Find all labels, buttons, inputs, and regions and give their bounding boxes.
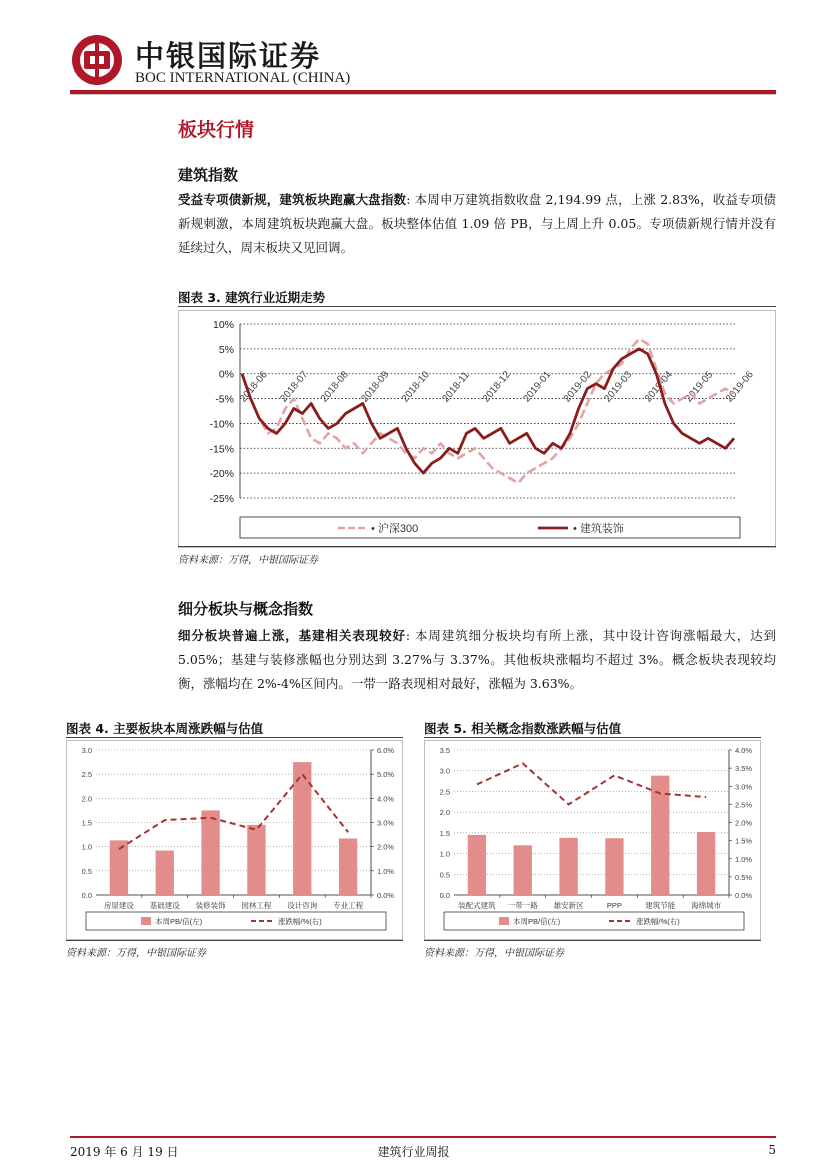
x-tick-label: 建筑节能 — [645, 901, 676, 910]
footer-date: 2019 年 6 月 19 日 — [70, 1145, 179, 1159]
bar — [605, 838, 623, 895]
x-tick-label: 2018-10 — [399, 369, 432, 405]
x-tick-label: 2019-02 — [561, 369, 594, 405]
y-right-tick-label: 1.0% — [377, 866, 395, 876]
y-right-tick-label: 2.0% — [735, 818, 753, 828]
x-tick-label: 2018-11 — [440, 369, 472, 405]
y-left-tick-label: 1.5 — [439, 828, 450, 838]
figure3-title: 图表 3. 建筑行业近期走势 — [178, 290, 326, 305]
legend-box — [86, 912, 386, 930]
bar — [156, 851, 174, 895]
footer-rule — [70, 1136, 776, 1138]
y-right-tick-label: 3.5% — [735, 764, 753, 774]
brand-name-cn: 中银国际证券 — [135, 39, 322, 73]
x-tick-label: 2019-01 — [521, 369, 554, 405]
y-tick-label: -15% — [209, 443, 234, 456]
y-right-tick-label: 2.0% — [377, 842, 395, 852]
x-tick-label: 一带一路 — [507, 901, 538, 910]
y-right-tick-label: 3.0% — [377, 818, 395, 828]
x-tick-label: 2018-07 — [278, 369, 311, 405]
figure4-chart — [66, 740, 403, 940]
subsection-title-segments: 细分板块与概念指数 — [178, 600, 314, 618]
x-tick-label: PPP — [606, 901, 622, 910]
paragraph-lead-2: 细分板块普遍上涨，基建相关表现较好 — [178, 628, 406, 643]
figure5-source: 资料来源：万得，中银国际证券 — [424, 948, 564, 959]
subsection-title-index: 建筑指数 — [178, 166, 239, 184]
header-rule-gray — [70, 94, 776, 95]
y-left-tick-label: 1.0 — [439, 849, 450, 859]
x-tick-label: 装修装饰 — [195, 901, 226, 910]
y-left-tick-label: 0.0 — [81, 891, 92, 900]
series-line-construction — [242, 349, 734, 473]
y-right-tick-label: 3.0% — [735, 782, 753, 792]
x-tick-label: 2019-04 — [642, 369, 675, 405]
y-right-tick-label: 5.0% — [377, 770, 395, 780]
legend-box — [240, 517, 740, 538]
x-tick-label: 设计咨询 — [287, 901, 318, 910]
change-line — [477, 763, 706, 804]
x-tick-label: 2018-09 — [359, 369, 392, 405]
x-tick-label: 2018-06 — [237, 369, 270, 405]
y-left-tick-label: 1.0 — [81, 842, 92, 852]
paragraph-index — [178, 188, 776, 260]
figure3-source: 资料来源：万得，中银国际证券 — [178, 555, 318, 566]
x-tick-label: 2019-03 — [602, 369, 635, 405]
footer-report-name: 建筑行业周报 — [377, 1145, 450, 1159]
bar — [339, 838, 357, 895]
bar — [514, 845, 532, 895]
x-tick-label: 2018-12 — [480, 369, 513, 405]
y-left-tick-label: 3.5 — [439, 746, 450, 755]
paragraph-lead: 受益专项债新规，建筑板块跑赢大盘指数 — [178, 192, 407, 207]
y-tick-label: -5% — [215, 393, 234, 406]
legend-box — [444, 912, 744, 930]
figure5-rule — [424, 737, 761, 738]
paragraph-segments — [178, 624, 776, 696]
legend-label-construction: • 建筑装饰 — [573, 523, 624, 535]
y-right-tick-label: 0.0% — [735, 891, 753, 900]
x-tick-label: 房屋建设 — [103, 901, 134, 910]
figure4-source: 资料来源：万得，中银国际证券 — [66, 948, 206, 959]
figure4-title: 图表 4. 主要板块本周涨跌幅与估值 — [66, 721, 264, 736]
bar — [247, 825, 265, 895]
legend-label-hs300: • 沪深300 — [371, 523, 419, 535]
legend-label-change: 涨跌幅/%(右) — [278, 917, 322, 926]
y-tick-label: -20% — [209, 468, 234, 481]
y-left-tick-label: 2.0 — [81, 794, 92, 804]
y-left-tick-label: 0.5 — [439, 870, 450, 880]
bar — [201, 810, 219, 895]
legend-label-pb: 本周PB/倍(左) — [155, 917, 203, 926]
y-tick-label: 0% — [218, 368, 234, 381]
paragraph-body-2: : 本周建筑细分板块均有所上涨，其中设计咨询涨幅最大，达到 5.05%；基建与装修涨幅也分别达到 3.27%与 3.37%。其他板块涨幅均不超过 3%。概念板块表现较均衡，涨幅均在 2%-4%区间内。一带一路表现相对最好，涨幅为 3.63%。 — [178, 628, 776, 691]
x-tick-label: 2019-05 — [683, 369, 716, 405]
x-tick-label: 雄安新区 — [553, 901, 584, 910]
y-tick-label: -10% — [209, 418, 234, 431]
y-right-tick-label: 4.0% — [735, 746, 753, 755]
section-title: 板块行情 — [178, 119, 255, 141]
bar — [468, 835, 486, 895]
y-left-tick-label: 3.0 — [81, 746, 92, 755]
paragraph-body: : 本周申万建筑指数收盘 2,194.99 点，上涨 2.83%，收益专项债新规刺激，本周建筑板块跑赢大盘。板块整体估值 1.09 倍 PB，与上周上升 0.05。专项债新规行情并没有延续过久，周末板块又见回调。 — [178, 192, 776, 255]
y-right-tick-label: 1.0% — [735, 854, 753, 864]
y-left-tick-label: 2.0 — [439, 808, 450, 818]
footer-page-number: 5 — [768, 1143, 776, 1157]
y-right-tick-label: 0.0% — [377, 891, 395, 900]
figure5-title: 图表 5. 相关概念指数涨跌幅与估值 — [424, 721, 622, 736]
x-tick-label: 园林工程 — [241, 901, 272, 910]
y-left-tick-label: 0.5 — [81, 866, 92, 876]
y-tick-label: 10% — [212, 319, 234, 331]
y-right-tick-label: 1.5% — [735, 836, 753, 846]
x-tick-label: 2018-08 — [318, 369, 351, 405]
y-tick-label: 5% — [218, 343, 234, 356]
bar — [697, 832, 715, 895]
figure5-bottom-rule — [424, 940, 761, 941]
y-right-tick-label: 6.0% — [377, 746, 395, 755]
x-tick-label: 专业工程 — [333, 901, 364, 910]
figure3-chart — [178, 310, 776, 548]
y-right-tick-label: 2.5% — [735, 800, 753, 810]
x-tick-label: 装配式建筑 — [458, 901, 496, 910]
x-tick-label: 海绵城市 — [691, 901, 722, 910]
change-line — [119, 774, 348, 849]
y-right-tick-label: 0.5% — [735, 872, 753, 882]
brand-name-en: BOC INTERNATIONAL (CHINA) — [135, 70, 351, 86]
y-tick-label: -25% — [209, 493, 234, 505]
brand-logo — [70, 33, 124, 87]
bar — [293, 762, 311, 895]
x-tick-label: 2019-06 — [723, 369, 756, 405]
figure4-bottom-rule — [66, 940, 403, 941]
y-left-tick-label: 1.5 — [81, 818, 92, 828]
bar — [559, 838, 577, 895]
figure3-rule — [178, 306, 776, 307]
legend-label-pb: 本周PB/倍(左) — [513, 917, 561, 926]
x-tick-label: 基础建设 — [149, 901, 180, 910]
legend-label-change: 涨跌幅/%(右) — [636, 917, 680, 926]
y-right-tick-label: 4.0% — [377, 794, 395, 804]
legend-swatch-pb — [141, 917, 151, 925]
y-left-tick-label: 0.0 — [439, 891, 450, 900]
figure3-bottom-rule — [178, 546, 776, 547]
y-left-tick-label: 2.5 — [81, 770, 92, 780]
figure5-chart — [424, 740, 761, 940]
figure4-rule — [66, 737, 403, 738]
y-left-tick-label: 2.5 — [439, 787, 450, 797]
y-left-tick-label: 3.0 — [439, 766, 450, 776]
legend-swatch-pb — [499, 917, 509, 925]
